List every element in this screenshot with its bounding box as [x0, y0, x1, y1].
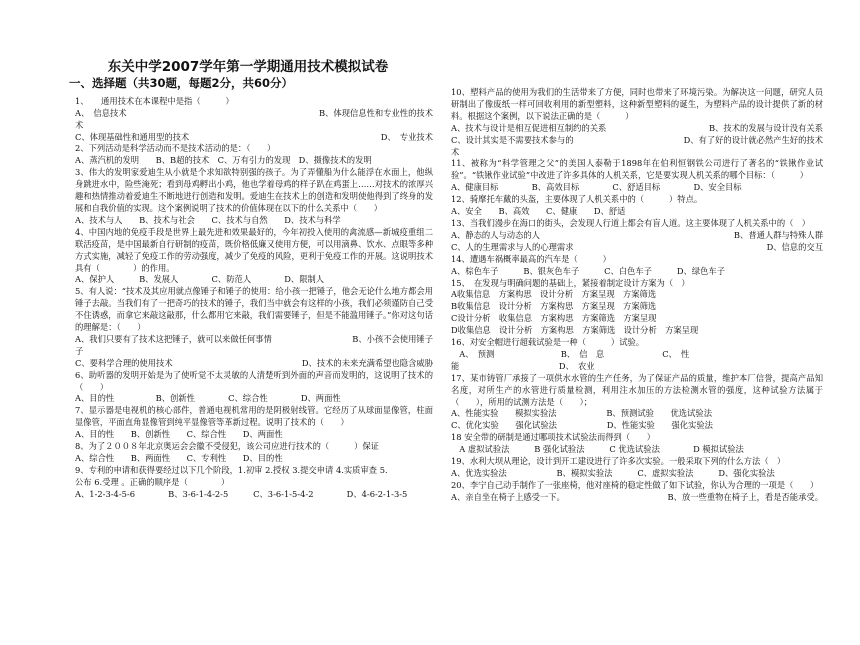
left-column — [69, 59, 433, 501]
option-row — [75, 132, 433, 144]
option-a: A、静态的人与动态的人 — [451, 229, 540, 240]
option-row — [75, 358, 433, 370]
option-row — [451, 135, 823, 147]
question-text: 7、显示器是电视机的核心部件，普通电视机常用的是阴极射线管。它经历了从球面显像管，柱面显像管，平面直角显像管到纯平显像管等革新过程。说明了技术的（ ） — [75, 405, 433, 428]
text-line: C设计分析 收集信息 方案构思 方案筛选 方案呈现 — [451, 313, 657, 324]
text-line: 15、 在发现与明确问题的基础上，紧接着制定设计方案为（ ） — [451, 277, 690, 288]
text-line: A、性能实验 模拟实验法 B、预测试验 优选试验法 — [451, 408, 712, 419]
text-line: 公布 6.受理 。正确的顺序是（ ） — [75, 476, 230, 487]
text-line: C、优化实验 强化试验法 D、性能实验 强化实验法 — [451, 420, 713, 431]
text-line: A、保护人 B、发展人 C、防范人 D、限制人 — [75, 274, 325, 285]
text-line: A、棕色车子 B、银灰色车子 C、白色车子 D、绿色车子 — [451, 265, 725, 276]
option-a: C、设计其实是不需要技术参与的 — [451, 134, 574, 145]
right-column — [451, 87, 823, 504]
text-line: 8、为了２００８年北京奥运会会徽不受侵犯，该公司应进行技术的（ ）保证 — [75, 441, 379, 452]
text-line: A、蒸汽机的发明 B、B超的技术 C、万有引力的发现 D、摄像技术的发明 — [75, 155, 372, 166]
option-b: D、有了好的设计就必然产生好的技术 — [683, 134, 823, 145]
text-line: A收集信息 方案构思 设计分析 方案呈现 方案筛选 — [451, 289, 657, 300]
question-text: 11、被称为“科学管理之父”的美国人泰勒于1898年在伯利恒钢铁公司进行了著名的“铁锹作业试验”。“铁锹作业试验”中改进了许多具体的人机关系，它是要实现人机关系的哪个目标：（ ） — [451, 158, 823, 181]
option-a: A、亲自坐在椅子上感受一下。 — [451, 491, 565, 502]
option-b: D、技术的未来充满希望也隐含威胁 — [301, 357, 433, 368]
option-row — [75, 334, 433, 346]
question-text: 6、助听器的发明开始是为了使听觉不太灵敏的人清楚听到外面的声音而发明的，这说明了技术的（ ） — [75, 369, 433, 392]
option-a: A、技术与设计是相互促进相互制约的关系 — [451, 122, 607, 133]
text-line: A、优选实验法 B、模拟实验法 C、虚拟实验法 D、强化实验法 — [451, 468, 775, 478]
option-row — [75, 108, 433, 120]
text-line: A、目的性 B、创新性 C、综合性 D、两面性 — [75, 429, 283, 440]
section-heading: 一、选择题（共30题，每题2分，共60分） — [69, 75, 294, 90]
option-a: C、人的生理需求与人的心理需求 — [451, 241, 574, 252]
question-text: 4、中国内地的免疫手段是世界上最先进和效果最好的，今年初投入使用的禽流感—新城疫重组二联活疫苗，是中国最新自行研制的疫苗，既价格低廉又使用方便，可以用滴鼻、饮水、点眼等多种方式实施，减轻了免疫工作的劳动强度，减少了免疫的风险，更利于免疫工作的开展。这说明技术具有（ ）的作用。 — [75, 226, 433, 273]
option-b: B、普通人群与特殊人群 — [733, 229, 823, 240]
text-line: 术 — [75, 119, 84, 130]
option-row — [451, 230, 823, 242]
text-line: A、目的性 B、创新性 C、综合性 D、两面性 — [75, 393, 341, 404]
text-line: 16、对安全帽进行超载试验是一种（ ）试验。 — [451, 337, 645, 348]
text-line: A、综合性 B、两面性 C、专利性 D、目的性 — [75, 453, 283, 463]
option-a: A、 信息技术 — [75, 107, 127, 118]
exam-title: 东关中学2007学年第一学期通用技术模拟试卷 — [107, 59, 389, 75]
text-line: 12、骑摩托车戴的头盔，主要体现了人机关系中的（ ）特点。 — [451, 194, 703, 205]
text-line: 18 安全带的研制是通过哪项技术试验法而得到（ ） — [451, 432, 656, 443]
text-line: 19、水利大坝从理论，设计到开工建设进行了许多次实验。一般采取下列的什么方法（ ） — [451, 456, 786, 467]
option-b: B、小孩不会使用锤子 — [352, 333, 433, 344]
option-a: C、要科学合理的使用技术 — [75, 357, 173, 368]
text-line: 子 — [75, 345, 84, 356]
text-line: 术 — [451, 146, 460, 157]
option-b: B、体现信息性和专业性的技术 — [319, 107, 433, 118]
question-text: 3、伟大的发明家爱迪生从小就是个求知欲特别强的孩子。为了弄懂船为什么能浮在水面上，他纵身跳进水中，险些淹死；看到母鸡孵出小鸡，他也学着母鸡的样子趴在鸡蛋上……对技术的浓厚兴趣和热情推动着爱迪生不断地进行创造和发明。爱迪生在技术上的创造和发明使他得到了终身的发展和自我价值的实现。这个案例说明了技术的价值体现在以下的什么关系中（ ） — [75, 167, 433, 213]
question-text: 2、下列活动是科学活动而不是技术活动的是：（ ） — [75, 143, 276, 154]
text-line: A、健康目标 B、高效目标 C、舒适目标 D、安全目标 — [451, 182, 742, 193]
text-line: A 虚拟试验法 B 强化试验法 C 优选试验法 D 模拟试验法 — [451, 444, 744, 455]
option-b: B、放一些重物在椅子上，看是否能承受。 — [667, 491, 823, 502]
text-line: 能 D、 农业 — [451, 360, 595, 371]
right-question-list — [451, 87, 823, 504]
text-line: A、安全 B、高效 C、健康 D、舒适 — [451, 206, 626, 217]
option-b: D、 专业技术 — [380, 131, 433, 142]
text-line: B收集信息 设计分析 方案构思 方案呈现 方案筛选 — [451, 301, 657, 312]
text-line: 20、李宁自己动手制作了一张座椅，他对座椅的稳定性做了如下试验，你认为合理的一项是（ ） — [451, 479, 819, 490]
option-a: A、我们只要有了技术这把锤子，就可以来做任何事情 — [75, 333, 272, 344]
text-line: 14、遭遇车祸概率最高的汽车是（ ） — [451, 253, 611, 264]
text-line: D收集信息 设计分析 方案构思 方案筛选 设计分析 方案呈现 — [451, 325, 699, 336]
option-row — [451, 123, 823, 135]
left-question-list — [75, 96, 433, 501]
text-line: 13、当我们漫步在海口的街头，会发现人行道上都会有盲人道。这主要体现了人机关系中的（ ） — [451, 217, 811, 228]
text-line: A、1-2-3-4-5-6 B、3-6-1-4-2-5 C、3-6-1-5-4-2 D、4-6-2-1-3-5 — [75, 488, 408, 499]
option-row — [451, 492, 823, 504]
option-row — [451, 242, 823, 254]
question-text: 5、有人说：“技术及其应用就点像锤子和锤子的使用：给小孩一把锤子，他会无论什么地方都会用锤子去敲。当我们有了一把奇巧的技术的锤子，我们当中就会有这样的小孩，我们必须谨防自己受不住诱惑，而拿它来敲这敲那，什么都用它来敲，我们需要锤子，但是不能滥用锤子。”你对这句话的理解是：（ ） — [75, 286, 433, 333]
option-b: B、技术的发展与设计没有关系 — [709, 122, 823, 133]
text-line: A、技术与人 B、技术与社会 C、技术与自然 D、技术与科学 — [75, 214, 341, 225]
question-text: 10、塑料产品的使用为我们的生活带来了方便，同时也带来了环境污染。为解决这一问题，研究人员研制出了像废纸一样可回收利用的新型塑料，这种新型塑料的诞生，为塑料产品的设计提供了新的材料。根据这个案例，以下说法正确的是（ ） — [451, 87, 823, 121]
question-text: 1、 通用技术在本课程中是指（ ） — [75, 95, 234, 106]
option-a: C、体现基础性和通用型的技术 — [75, 131, 190, 142]
text-line: A、 预测 B、 信 息 C、 性 — [451, 348, 690, 359]
option-b: D、信息的交互 — [766, 241, 823, 252]
text-line: 9、专利的申请和获得要经过以下几个阶段，1.初审 2.授权 3.提交申请 4.实质审查 5. — [75, 464, 388, 475]
question-text: 17、某市铸管厂承接了一项供水水管的生产任务，为了保证产品的质量，维护本厂信誉，提高产品知名度，对所生产的水管进行质量检测，利用注水加压的方法检测水管的强度，这种试验方法属于（ ），所用的试测方法是（ ）； — [451, 372, 823, 407]
